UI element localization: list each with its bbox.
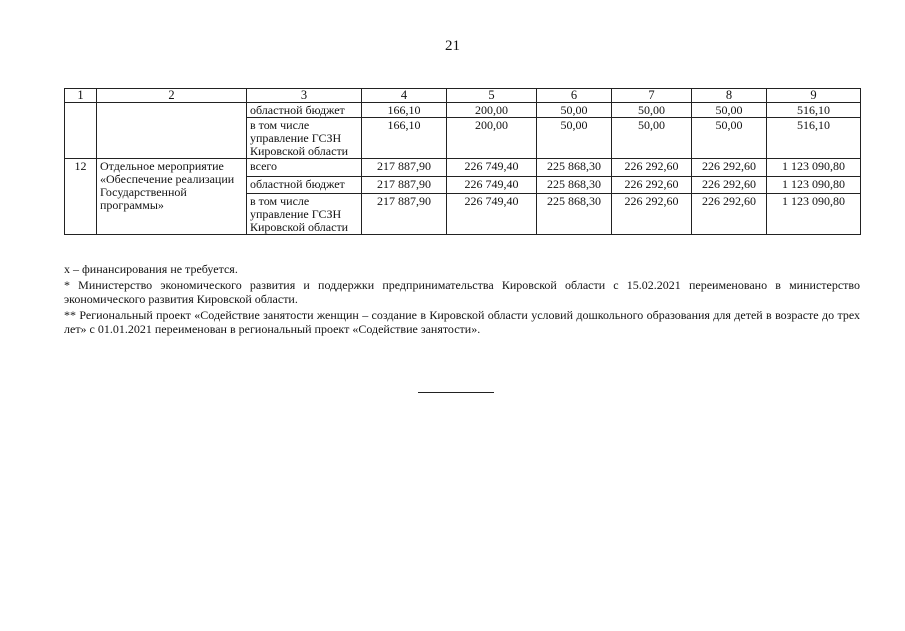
value-cell: 226 292,60 <box>692 194 767 235</box>
value-cell: 516,10 <box>767 103 861 118</box>
value-cell: 226 749,40 <box>447 177 537 194</box>
footnote-double-star: ** Региональный проект «Содействие занятости женщин – создание в Кировской области условий дошкольного образования для детей в возрасте до трех лет» с 01.01.2021 переименован в региональный проект «Содействие занятости». <box>64 308 860 336</box>
value-cell: 226 292,60 <box>612 177 692 194</box>
row-index-cell: 12 <box>65 159 97 235</box>
column-header: 8 <box>692 89 767 103</box>
event-name-cell: Отдельное мероприятие «Обеспечение реализации Государственной программы» <box>97 159 247 235</box>
column-header: 1 <box>65 89 97 103</box>
page-number: 21 <box>445 38 460 54</box>
event-name-cell <box>97 103 247 159</box>
value-cell: 50,00 <box>612 103 692 118</box>
row-index-cell <box>65 103 97 159</box>
value-cell: 50,00 <box>692 118 767 159</box>
value-cell: 217 887,90 <box>362 159 447 177</box>
funding-source-cell: в том числе управление ГСЗН Кировской области <box>247 194 362 235</box>
value-cell: 225 868,30 <box>537 177 612 194</box>
value-cell: 226 292,60 <box>612 194 692 235</box>
value-cell: 50,00 <box>612 118 692 159</box>
value-cell: 225 868,30 <box>537 194 612 235</box>
value-cell: 200,00 <box>447 103 537 118</box>
column-header: 5 <box>447 89 537 103</box>
funding-source-cell: областной бюджет <box>247 103 362 118</box>
column-header: 6 <box>537 89 612 103</box>
column-header: 3 <box>247 89 362 103</box>
value-cell: 226 749,40 <box>447 194 537 235</box>
value-cell: 226 292,60 <box>612 159 692 177</box>
funding-source-cell: в том числе управление ГСЗН Кировской области <box>247 118 362 159</box>
closing-separator-line <box>418 392 494 393</box>
footnote-single-star: * Министерство экономического развития и поддержки предпринимательства Кировской области с 15.02.2021 переименовано в министерство экономического развития Кировской области. <box>64 278 860 306</box>
value-cell: 1 123 090,80 <box>767 194 861 235</box>
value-cell: 226 749,40 <box>447 159 537 177</box>
financing-table <box>64 88 861 235</box>
value-cell: 200,00 <box>447 118 537 159</box>
value-cell: 50,00 <box>537 103 612 118</box>
column-header: 4 <box>362 89 447 103</box>
value-cell: 226 292,60 <box>692 177 767 194</box>
value-cell: 516,10 <box>767 118 861 159</box>
table-row <box>65 103 861 118</box>
value-cell: 50,00 <box>692 103 767 118</box>
value-cell: 217 887,90 <box>362 177 447 194</box>
funding-source-cell: всего <box>247 159 362 177</box>
value-cell: 50,00 <box>537 118 612 159</box>
column-header: 2 <box>97 89 247 103</box>
value-cell: 166,10 <box>362 103 447 118</box>
footnotes <box>64 262 860 338</box>
table-row <box>65 159 861 177</box>
value-cell: 1 123 090,80 <box>767 159 861 177</box>
value-cell: 166,10 <box>362 118 447 159</box>
column-header: 7 <box>612 89 692 103</box>
footnote-x: х – финансирования не требуется. <box>64 262 238 276</box>
table-header-row <box>65 89 861 103</box>
value-cell: 217 887,90 <box>362 194 447 235</box>
value-cell: 1 123 090,80 <box>767 177 861 194</box>
column-header: 9 <box>767 89 861 103</box>
funding-source-cell: областной бюджет <box>247 177 362 194</box>
value-cell: 226 292,60 <box>692 159 767 177</box>
value-cell: 225 868,30 <box>537 159 612 177</box>
